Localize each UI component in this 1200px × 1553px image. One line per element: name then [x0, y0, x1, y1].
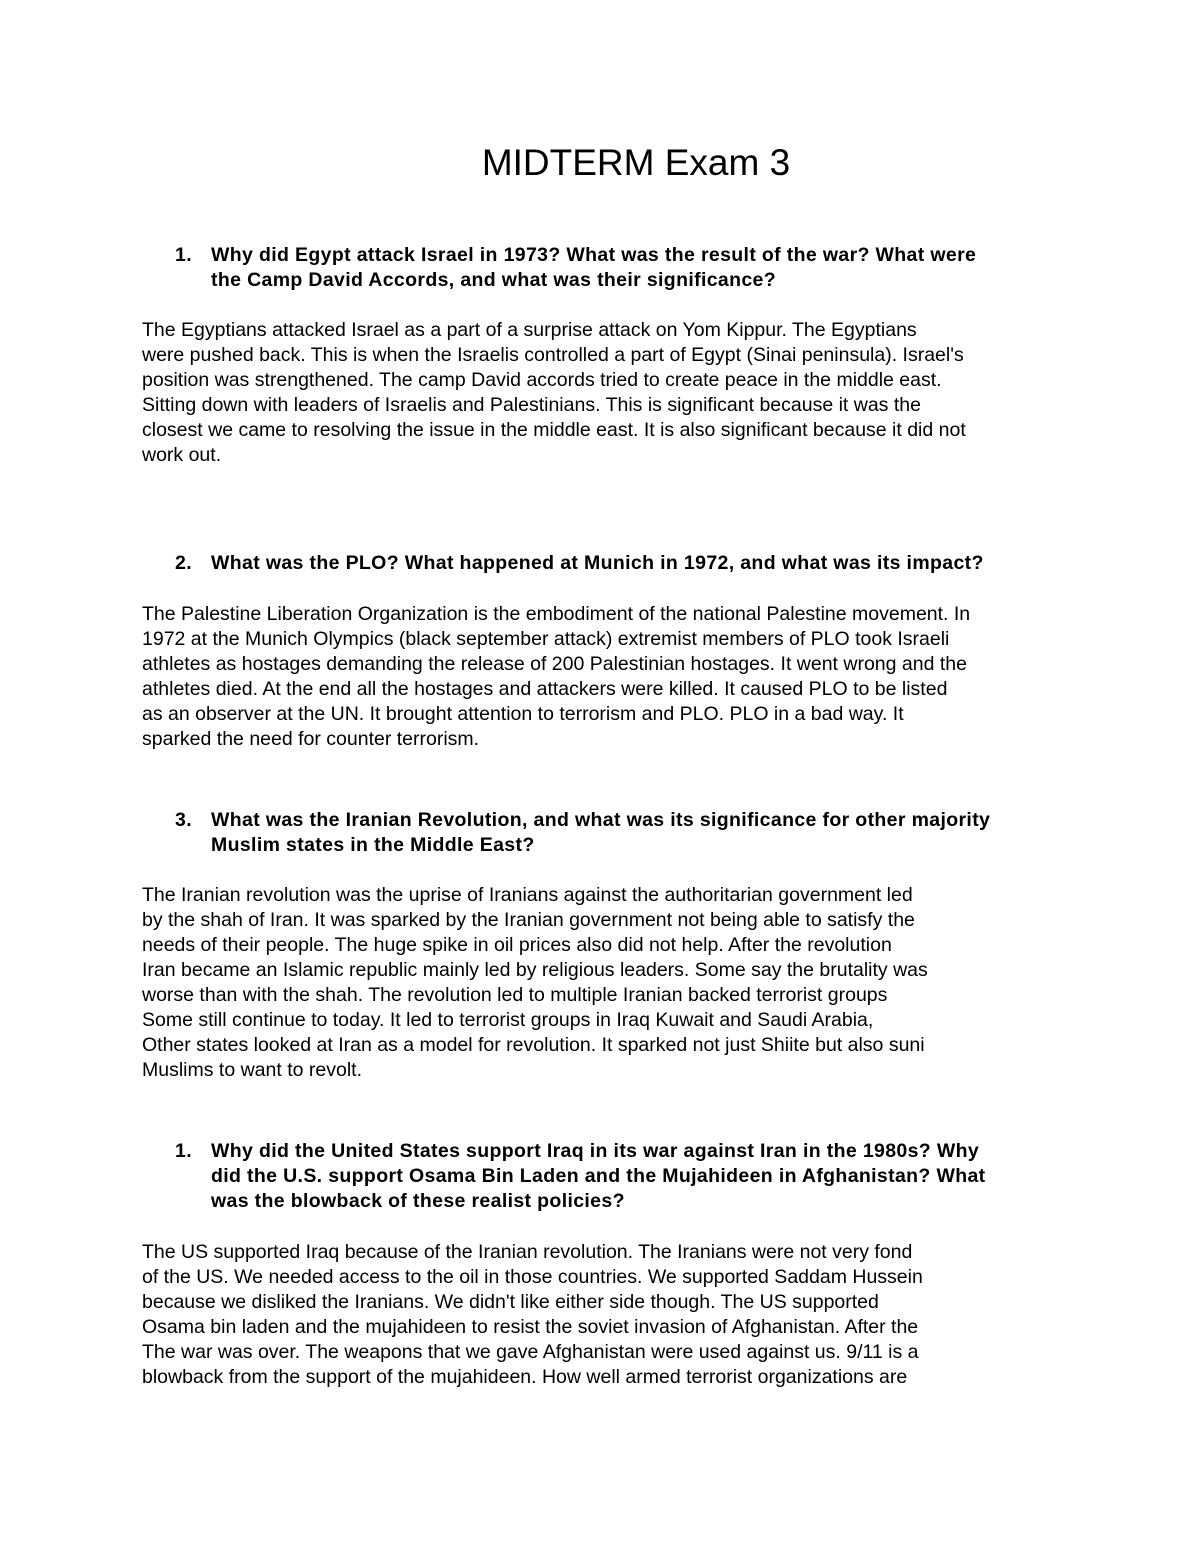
answer-1	[142, 318, 966, 468]
answer-line: 1972 at the Munich Olympics (black september attack) extremist members of PLO took Israeli	[142, 628, 950, 650]
question-number: 1.	[175, 244, 192, 266]
answer-line: of the US. We needed access to the oil in those countries. We supported Saddam Hussein	[142, 1266, 923, 1288]
question-line: What was the Iranian Revolution, and what was its significance for other majority	[211, 809, 991, 831]
answer-line: Osama bin laden and the mujahideen to resist the soviet invasion of Afghanistan. After the	[142, 1316, 919, 1338]
question-3	[175, 808, 1065, 858]
answer-line: work out.	[142, 444, 222, 466]
answer-line: blowback from the support of the mujahideen. How well armed terrorist organizations are	[142, 1366, 908, 1388]
answer-line: sparked the need for counter terrorism.	[142, 728, 480, 750]
answer-line: by the shah of Iran. It was sparked by the Iranian government not being able to satisfy the	[142, 909, 915, 931]
answer-line: The Iranian revolution was the uprise of Iranians against the authoritarian government led	[142, 884, 913, 906]
question-line: the Camp David Accords, and what was their significance?	[211, 269, 777, 291]
question-line: was the blowback of these realist policies?	[211, 1190, 625, 1212]
answer-line: needs of their people. The huge spike in oil prices also did not help. After the revolution	[142, 934, 892, 956]
answer-3	[142, 883, 928, 1083]
question-line: Why did the United States support Iraq in its war against Iran in the 1980s? Why	[211, 1140, 980, 1162]
question-number: 2.	[175, 552, 192, 574]
question-number: 3.	[175, 809, 192, 831]
answer-line: as an observer at the UN. It brought attention to terrorism and PLO. PLO in a bad way. It	[142, 703, 904, 725]
question-line: did the U.S. support Osama Bin Laden and the Mujahideen in Afghanistan? What	[211, 1165, 986, 1187]
answer-line: worse than with the shah. The revolution led to multiple Iranian backed terrorist groups	[142, 984, 888, 1006]
question-text	[211, 808, 1065, 858]
answer-line: Some still continue to today. It led to terrorist groups in Iraq Kuwait and Saudi Arabia,	[142, 1009, 874, 1031]
answer-line: The Egyptians attacked Israel as a part of a surprise attack on Yom Kippur. The Egyptians	[142, 319, 917, 341]
question-text	[211, 243, 1065, 293]
question-number: 1.	[175, 1140, 192, 1162]
answer-line: The Palestine Liberation Organization is the embodiment of the national Palestine movement. In	[142, 603, 971, 625]
answer-line: were pushed back. This is when the Israelis controlled a part of Egypt (Sinai peninsula). Israel's	[142, 344, 964, 366]
answer-line: athletes died. At the end all the hostages and attackers were killed. It caused PLO to be listed	[142, 678, 948, 700]
answer-line: athletes as hostages demanding the release of 200 Palestinian hostages. It went wrong and the	[142, 653, 967, 675]
question-text	[211, 1139, 1065, 1214]
answer-4	[142, 1240, 923, 1390]
question-2	[175, 551, 1065, 576]
answer-line: position was strengthened. The camp David accords tried to create peace in the middle east.	[142, 369, 942, 391]
answer-2	[142, 602, 970, 752]
answer-line: closest we came to resolving the issue in the middle east. It is also significant because it did not	[142, 419, 966, 441]
question-1	[175, 243, 1065, 293]
question-4	[175, 1139, 1065, 1214]
answer-line: Muslims to want to revolt.	[142, 1059, 362, 1081]
question-text	[211, 551, 1065, 576]
answer-line: Sitting down with leaders of Israelis and Palestinians. This is significant because it was the	[142, 394, 921, 416]
question-line: What was the PLO? What happened at Munich in 1972, and what was its impact?	[211, 552, 984, 574]
answer-line: Iran became an Islamic republic mainly led by religious leaders. Some say the brutality was	[142, 959, 928, 981]
answer-line: The US supported Iraq because of the Iranian revolution. The Iranians were not very fond	[142, 1241, 913, 1263]
answer-line: The war was over. The weapons that we gave Afghanistan were used against us. 9/11 is a	[142, 1341, 919, 1363]
answer-line: because we disliked the Iranians. We didn't like either side though. The US supported	[142, 1291, 879, 1313]
page-title: MIDTERM Exam 3	[481, 142, 791, 183]
answer-line: Other states looked at Iran as a model for revolution. It sparked not just Shiite but also suni	[142, 1034, 925, 1056]
question-line: Why did Egypt attack Israel in 1973? What was the result of the war? What were	[211, 244, 977, 266]
question-line: Muslim states in the Middle East?	[211, 834, 535, 856]
